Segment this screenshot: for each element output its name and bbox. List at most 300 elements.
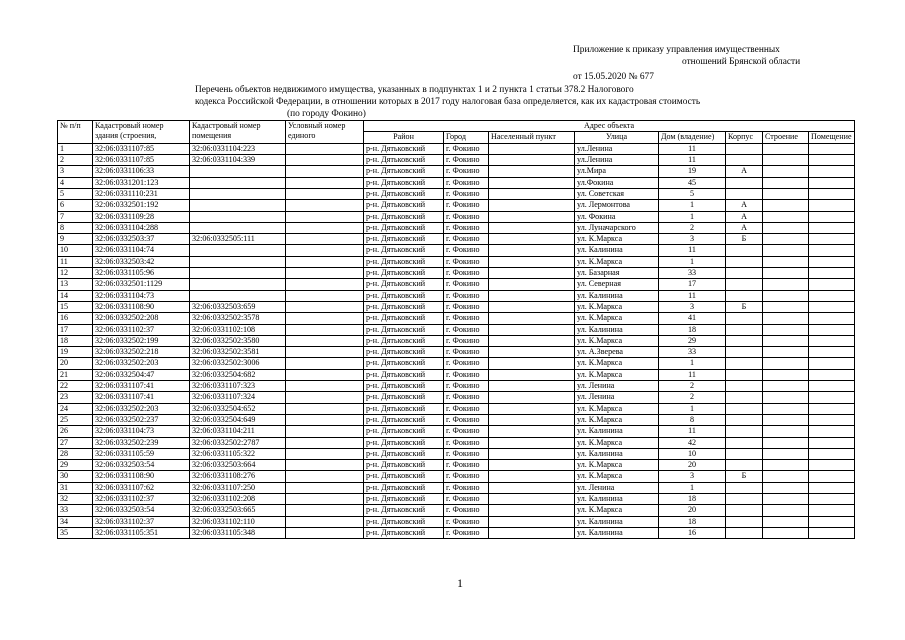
header-building: Строение <box>763 132 809 143</box>
table-row <box>58 301 855 312</box>
city-cell: г. Фокино <box>444 505 489 516</box>
house-cell: 1 <box>659 358 726 369</box>
house-cell: 1 <box>659 482 726 493</box>
house-cell: 11 <box>659 143 726 154</box>
district-cell: р-н. Дятьковский <box>364 143 444 154</box>
table-body <box>58 143 855 538</box>
district-cell: р-н. Дятьковский <box>364 256 444 267</box>
row-number-cell: 10 <box>58 245 93 256</box>
building-cell <box>763 188 809 199</box>
settlement-cell <box>489 392 575 403</box>
settlement-cell <box>489 234 575 245</box>
district-cell: р-н. Дятьковский <box>364 381 444 392</box>
building-cell <box>763 527 809 538</box>
house-cell: 1 <box>659 403 726 414</box>
city-cell: г. Фокино <box>444 143 489 154</box>
house-cell: 11 <box>659 369 726 380</box>
district-cell: р-н. Дятьковский <box>364 222 444 233</box>
cadastral-building-cell: 32:06:0332504:47 <box>93 369 190 380</box>
table-row <box>58 471 855 482</box>
house-cell: 5 <box>659 188 726 199</box>
city-cell: г. Фокино <box>444 200 489 211</box>
building-cell <box>763 482 809 493</box>
header-cad-building <box>93 121 190 144</box>
row-number-cell: 26 <box>58 426 93 437</box>
cadastral-room-cell: 32:06:0332503:659 <box>190 301 286 312</box>
header-korpus: Корпус <box>726 132 763 143</box>
korpus-cell: Б <box>726 234 763 245</box>
header-room: Помещение <box>809 132 855 143</box>
korpus-cell <box>726 381 763 392</box>
cadastral-room-cell: 32:06:0332502:3578 <box>190 313 286 324</box>
house-cell: 19 <box>659 166 726 177</box>
cadastral-building-cell: 32:06:0331104:288 <box>93 222 190 233</box>
street-cell: ул. К.Маркса <box>575 414 659 425</box>
korpus-cell <box>726 290 763 301</box>
table-row <box>58 403 855 414</box>
settlement-cell <box>489 381 575 392</box>
korpus-cell <box>726 268 763 279</box>
district-cell: р-н. Дятьковский <box>364 335 444 346</box>
street-cell: ул. Калинина <box>575 527 659 538</box>
house-cell: 2 <box>659 381 726 392</box>
conditional-number-cell <box>286 268 364 279</box>
korpus-cell <box>726 177 763 188</box>
house-cell: 10 <box>659 448 726 459</box>
street-cell: ул. Калинина <box>575 426 659 437</box>
city-cell: г. Фокино <box>444 471 489 482</box>
room-cell <box>809 188 855 199</box>
district-cell: р-н. Дятьковский <box>364 166 444 177</box>
district-cell: р-н. Дятьковский <box>364 437 444 448</box>
street-cell: ул. Советская <box>575 188 659 199</box>
conditional-number-cell <box>286 290 364 301</box>
table-row <box>58 358 855 369</box>
house-cell: 45 <box>659 177 726 188</box>
row-number-cell: 31 <box>58 482 93 493</box>
settlement-cell <box>489 437 575 448</box>
conditional-number-cell <box>286 222 364 233</box>
conditional-number-cell <box>286 426 364 437</box>
street-cell: ул. Калинина <box>575 245 659 256</box>
district-cell: р-н. Дятьковский <box>364 268 444 279</box>
settlement-cell <box>489 188 575 199</box>
city-cell: г. Фокино <box>444 493 489 504</box>
district-cell: р-н. Дятьковский <box>364 471 444 482</box>
house-cell: 3 <box>659 471 726 482</box>
conditional-number-cell <box>286 234 364 245</box>
house-cell: 42 <box>659 437 726 448</box>
table-row <box>58 505 855 516</box>
table-row <box>58 313 855 324</box>
street-cell: ул. Ленина <box>575 482 659 493</box>
row-number-cell: 14 <box>58 290 93 301</box>
room-cell <box>809 335 855 346</box>
street-cell: ул. К.Маркса <box>575 460 659 471</box>
korpus-cell <box>726 256 763 267</box>
table-row <box>58 516 855 527</box>
korpus-cell <box>726 414 763 425</box>
cadastral-building-cell: 32:06:0332502:203 <box>93 403 190 414</box>
settlement-cell <box>489 426 575 437</box>
room-cell <box>809 301 855 312</box>
korpus-cell <box>726 448 763 459</box>
table-row <box>58 256 855 267</box>
table-row <box>58 414 855 425</box>
header-conditional-number <box>286 121 364 144</box>
table-row <box>58 200 855 211</box>
street-cell: ул. Калинина <box>575 324 659 335</box>
city-cell: г. Фокино <box>444 290 489 301</box>
row-number-cell: 1 <box>58 143 93 154</box>
appendix-line-1: Приложение к приказу управления имущественных <box>573 45 780 55</box>
row-number-cell: 15 <box>58 301 93 312</box>
cadastral-room-cell: 32:06:0331105:348 <box>190 527 286 538</box>
city-cell: г. Фокино <box>444 482 489 493</box>
cadastral-room-cell: 32:06:0332504:652 <box>190 403 286 414</box>
district-cell: р-н. Дятьковский <box>364 426 444 437</box>
korpus-cell <box>726 527 763 538</box>
conditional-number-cell <box>286 211 364 222</box>
cadastral-room-cell: 32:06:0332502:3006 <box>190 358 286 369</box>
settlement-cell <box>489 448 575 459</box>
cadastral-building-cell: 32:06:0331104:73 <box>93 426 190 437</box>
row-number-cell: 18 <box>58 335 93 346</box>
korpus-cell <box>726 426 763 437</box>
building-cell <box>763 369 809 380</box>
settlement-cell <box>489 335 575 346</box>
building-cell <box>763 166 809 177</box>
room-cell <box>809 381 855 392</box>
header-cad-room-line-2: помещения <box>192 131 232 141</box>
document-title-line-3: (по городу Фокино) <box>287 109 366 119</box>
cadastral-room-cell: 32:06:0331102:108 <box>190 324 286 335</box>
cadastral-building-cell: 32:06:0331104:73 <box>93 290 190 301</box>
cadastral-building-cell: 32:06:0332502:218 <box>93 347 190 358</box>
conditional-number-cell <box>286 527 364 538</box>
room-cell <box>809 414 855 425</box>
city-cell: г. Фокино <box>444 392 489 403</box>
korpus-cell <box>726 516 763 527</box>
conditional-number-cell <box>286 245 364 256</box>
table-row <box>58 222 855 233</box>
district-cell: р-н. Дятьковский <box>364 290 444 301</box>
building-cell <box>763 381 809 392</box>
room-cell <box>809 177 855 188</box>
city-cell: г. Фокино <box>444 358 489 369</box>
table-row <box>58 460 855 471</box>
district-cell: р-н. Дятьковский <box>364 414 444 425</box>
table-row <box>58 324 855 335</box>
street-cell: ул. К.Маркса <box>575 358 659 369</box>
room-cell <box>809 369 855 380</box>
table-row <box>58 155 855 166</box>
header-city: Город <box>444 132 489 143</box>
city-cell: г. Фокино <box>444 448 489 459</box>
cadastral-room-cell: 32:06:0331108:276 <box>190 471 286 482</box>
table-row <box>58 392 855 403</box>
cadastral-building-cell: 32:06:0331201:123 <box>93 177 190 188</box>
house-cell: 29 <box>659 335 726 346</box>
house-cell: 2 <box>659 222 726 233</box>
settlement-cell <box>489 200 575 211</box>
settlement-cell <box>489 166 575 177</box>
conditional-number-cell <box>286 482 364 493</box>
row-number-cell: 21 <box>58 369 93 380</box>
city-cell: г. Фокино <box>444 256 489 267</box>
conditional-number-cell <box>286 381 364 392</box>
korpus-cell <box>726 403 763 414</box>
street-cell: ул. К.Маркса <box>575 471 659 482</box>
conditional-number-cell <box>286 369 364 380</box>
cadastral-building-cell: 32:06:0332501:1129 <box>93 279 190 290</box>
row-number-cell: 33 <box>58 505 93 516</box>
korpus-cell <box>726 335 763 346</box>
room-cell <box>809 279 855 290</box>
conditional-number-cell <box>286 358 364 369</box>
header-street: Улица <box>575 132 659 143</box>
conditional-number-cell <box>286 279 364 290</box>
street-cell: ул. К.Маркса <box>575 234 659 245</box>
room-cell <box>809 493 855 504</box>
page-number: 1 <box>457 576 463 590</box>
header-house: Дом (владение) <box>659 132 726 143</box>
cadastral-building-cell: 32:06:0331107:62 <box>93 482 190 493</box>
city-cell: г. Фокино <box>444 460 489 471</box>
building-cell <box>763 313 809 324</box>
korpus-cell <box>726 155 763 166</box>
row-number-cell: 11 <box>58 256 93 267</box>
building-cell <box>763 256 809 267</box>
cadastral-building-cell: 32:06:0331105:59 <box>93 448 190 459</box>
house-cell: 16 <box>659 527 726 538</box>
korpus-cell <box>726 460 763 471</box>
cadastral-building-cell: 32:06:0331109:28 <box>93 211 190 222</box>
korpus-cell <box>726 313 763 324</box>
conditional-number-cell <box>286 143 364 154</box>
table-row <box>58 493 855 504</box>
korpus-cell: А <box>726 222 763 233</box>
settlement-cell <box>489 211 575 222</box>
table-row <box>58 527 855 538</box>
cadastral-room-cell: 32:06:0331107:324 <box>190 392 286 403</box>
conditional-number-cell <box>286 347 364 358</box>
street-cell: ул. К.Маркса <box>575 335 659 346</box>
settlement-cell <box>489 290 575 301</box>
room-cell <box>809 166 855 177</box>
house-cell: 1 <box>659 256 726 267</box>
cadastral-room-cell: 32:06:0331104:339 <box>190 155 286 166</box>
cadastral-building-cell: 32:06:0331104:74 <box>93 245 190 256</box>
cadastral-room-cell <box>190 245 286 256</box>
row-number-cell: 24 <box>58 403 93 414</box>
settlement-cell <box>489 482 575 493</box>
row-number-cell: 35 <box>58 527 93 538</box>
district-cell: р-н. Дятьковский <box>364 211 444 222</box>
room-cell <box>809 392 855 403</box>
table-row <box>58 268 855 279</box>
settlement-cell <box>489 222 575 233</box>
room-cell <box>809 313 855 324</box>
cadastral-building-cell: 32:06:0332503:37 <box>93 234 190 245</box>
row-number-cell: 29 <box>58 460 93 471</box>
district-cell: р-н. Дятьковский <box>364 358 444 369</box>
conditional-number-cell <box>286 471 364 482</box>
city-cell: г. Фокино <box>444 516 489 527</box>
table-row <box>58 290 855 301</box>
header-cad-building-line-1: Кадастровый номер <box>95 121 164 130</box>
header-address: Адрес объекта <box>364 121 855 132</box>
cadastral-room-cell <box>190 279 286 290</box>
cadastral-room-cell <box>190 166 286 177</box>
row-number-cell: 3 <box>58 166 93 177</box>
header-num: № п/п <box>58 121 93 144</box>
conditional-number-cell <box>286 177 364 188</box>
row-number-cell: 8 <box>58 222 93 233</box>
row-number-cell: 12 <box>58 268 93 279</box>
room-cell <box>809 505 855 516</box>
room-cell <box>809 211 855 222</box>
room-cell <box>809 437 855 448</box>
house-cell: 18 <box>659 516 726 527</box>
house-cell: 41 <box>659 313 726 324</box>
table-row <box>58 279 855 290</box>
cadastral-building-cell: 32:06:0331110:231 <box>93 188 190 199</box>
cadastral-room-cell: 32:06:0332504:649 <box>190 414 286 425</box>
district-cell: р-н. Дятьковский <box>364 482 444 493</box>
korpus-cell <box>726 324 763 335</box>
room-cell <box>809 347 855 358</box>
building-cell <box>763 335 809 346</box>
settlement-cell <box>489 301 575 312</box>
room-cell <box>809 358 855 369</box>
table-row <box>58 482 855 493</box>
document-title-line-1: Перечень объектов недвижимого имущества, указанных в подпунктах 1 и 2 пункта 1 статьи 378.2 Налогового <box>195 85 634 95</box>
room-cell <box>809 245 855 256</box>
table-row <box>58 448 855 459</box>
building-cell <box>763 200 809 211</box>
settlement-cell <box>489 155 575 166</box>
header-settlement: Населенный пункт <box>489 132 575 143</box>
cadastral-room-cell: 32:06:0331107:323 <box>190 381 286 392</box>
conditional-number-cell <box>286 437 364 448</box>
appendix-line-2: отношений Брянской области <box>682 57 801 67</box>
conditional-number-cell <box>286 460 364 471</box>
room-cell <box>809 268 855 279</box>
row-number-cell: 4 <box>58 177 93 188</box>
building-cell <box>763 414 809 425</box>
conditional-number-cell <box>286 505 364 516</box>
cadastral-room-cell <box>190 177 286 188</box>
room-cell <box>809 324 855 335</box>
cadastral-building-cell: 32:06:0331108:90 <box>93 301 190 312</box>
building-cell <box>763 392 809 403</box>
house-cell: 18 <box>659 324 726 335</box>
settlement-cell <box>489 527 575 538</box>
korpus-cell: А <box>726 211 763 222</box>
row-number-cell: 34 <box>58 516 93 527</box>
building-cell <box>763 155 809 166</box>
cadastral-building-cell: 32:06:0331107:85 <box>93 143 190 154</box>
conditional-number-cell <box>286 200 364 211</box>
house-cell: 33 <box>659 347 726 358</box>
district-cell: р-н. Дятьковский <box>364 493 444 504</box>
header-cond-line-2: единого <box>288 131 316 141</box>
street-cell: ул. А.Зверева <box>575 347 659 358</box>
street-cell: ул. К.Маркса <box>575 256 659 267</box>
building-cell <box>763 279 809 290</box>
cadastral-building-cell: 32:06:0332502:237 <box>93 414 190 425</box>
city-cell: г. Фокино <box>444 166 489 177</box>
cadastral-building-cell: 32:06:0332502:203 <box>93 358 190 369</box>
row-number-cell: 13 <box>58 279 93 290</box>
street-cell: ул. К.Маркса <box>575 301 659 312</box>
house-cell: 20 <box>659 460 726 471</box>
table-row <box>58 211 855 222</box>
city-cell: г. Фокино <box>444 279 489 290</box>
district-cell: р-н. Дятьковский <box>364 313 444 324</box>
header-cond-line-1: Условный номер <box>288 121 346 130</box>
street-cell: ул. Ленина <box>575 392 659 403</box>
district-cell: р-н. Дятьковский <box>364 155 444 166</box>
settlement-cell <box>489 324 575 335</box>
city-cell: г. Фокино <box>444 437 489 448</box>
street-cell: ул. К.Маркса <box>575 369 659 380</box>
korpus-cell <box>726 279 763 290</box>
room-cell <box>809 290 855 301</box>
district-cell: р-н. Дятьковский <box>364 279 444 290</box>
house-cell: 17 <box>659 279 726 290</box>
conditional-number-cell <box>286 188 364 199</box>
settlement-cell <box>489 256 575 267</box>
street-cell: ул.Мира <box>575 166 659 177</box>
korpus-cell: А <box>726 166 763 177</box>
city-cell: г. Фокино <box>444 301 489 312</box>
table-row <box>58 369 855 380</box>
building-cell <box>763 426 809 437</box>
building-cell <box>763 437 809 448</box>
cadastral-room-cell <box>190 222 286 233</box>
conditional-number-cell <box>286 166 364 177</box>
city-cell: г. Фокино <box>444 188 489 199</box>
building-cell <box>763 516 809 527</box>
district-cell: р-н. Дятьковский <box>364 324 444 335</box>
cadastral-building-cell: 32:06:0331106:33 <box>93 166 190 177</box>
table-row <box>58 347 855 358</box>
settlement-cell <box>489 369 575 380</box>
cadastral-building-cell: 32:06:0331102:37 <box>93 493 190 504</box>
korpus-cell <box>726 143 763 154</box>
table-row <box>58 177 855 188</box>
street-cell: ул. Калинина <box>575 516 659 527</box>
building-cell <box>763 471 809 482</box>
settlement-cell <box>489 460 575 471</box>
conditional-number-cell <box>286 414 364 425</box>
room-cell <box>809 482 855 493</box>
room-cell <box>809 222 855 233</box>
korpus-cell <box>726 437 763 448</box>
street-cell: ул.Ленина <box>575 155 659 166</box>
district-cell: р-н. Дятьковский <box>364 403 444 414</box>
room-cell <box>809 256 855 267</box>
district-cell: р-н. Дятьковский <box>364 505 444 516</box>
city-cell: г. Фокино <box>444 335 489 346</box>
city-cell: г. Фокино <box>444 347 489 358</box>
settlement-cell <box>489 471 575 482</box>
building-cell <box>763 358 809 369</box>
table-row <box>58 381 855 392</box>
street-cell: ул. Фокина <box>575 211 659 222</box>
